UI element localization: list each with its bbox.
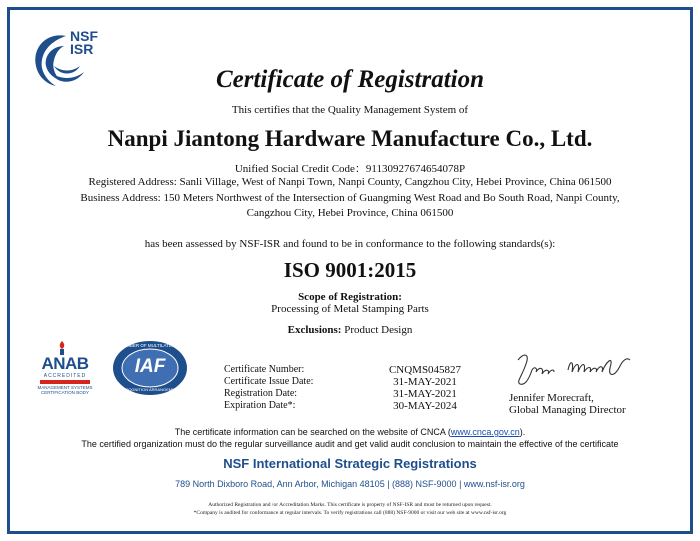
iaf-ring-bottom: RECOGNITION ARRANGEMENT [119, 387, 181, 392]
fine-print-line1: Authorized Registration and /or Accreditation Marks. This certificate is property of NSF-ISR and must be returned upon request. [208, 502, 492, 508]
expiration-date-label: Expiration Date*: [224, 400, 296, 411]
fine-print-line2: *Company is audited for conformance at regular intervals. To verify registrations call (888) NSF-9000 or visit our web site at www.nsf-isr.org [193, 510, 507, 516]
cnca-text-post: ). [519, 427, 526, 437]
standard-name: ISO 9001:2015 [283, 258, 417, 282]
cnca-link[interactable]: www.cnca.gov.cn [450, 427, 520, 437]
anab-accredited-text: ACCREDITED [43, 373, 87, 379]
scope-text: Processing of Metal Stamping Parts [271, 303, 429, 315]
anab-red-bar [40, 380, 90, 384]
assessed-text: has been assessed by NSF-ISR and found to be in conformance to the following standards(s): [144, 238, 556, 250]
anab-text: ANAB [41, 354, 89, 373]
registered-address: Registered Address: Sanli Village, West of Nanpi Town, Nanpi County, Cangzhou City, Hebei Province, China 061500 [88, 176, 612, 188]
cnca-text-pre: The certificate information can be searched on the website of CNCA ( [174, 427, 451, 437]
signer-title: Global Managing Director [509, 404, 626, 416]
business-address-line2: Cangzhou City, Hebei Province, China 061500 [246, 207, 454, 219]
registration-date: 31-MAY-2021 [393, 388, 457, 400]
certificate-title: Certificate of Registration [215, 66, 485, 93]
expiration-date: 30-MAY-2024 [393, 400, 457, 412]
anab-logo [32, 340, 104, 398]
credit-code: Unified Social Credit Code：91130927674654078P [234, 163, 466, 175]
anab-sub-line2: CERTIFICATION BODY [40, 390, 90, 395]
signer-name: Jennifer Morecraft, [509, 392, 594, 404]
exclusions-text: Product Design [344, 324, 413, 336]
certificate-number: CNQMS045827 [388, 364, 462, 376]
org-address: 789 North Dixboro Road, Ann Arbor, Michigan 48105 | (888) NSF-9000 | www.nsf-isr.org [175, 479, 525, 489]
org-name: NSF International Strategic Registrations [223, 456, 477, 471]
business-address-line1: Business Address: 150 Meters Northwest of the Intersection of Guangming West Road and Bo South Road, Nanpi County, [80, 192, 620, 204]
exclusions [0, 324, 700, 336]
anab-sub-text [32, 385, 98, 395]
signer-block [509, 392, 626, 416]
issue-date-label: Certificate Issue Date: [224, 376, 314, 387]
anab-sub-line1: MANAGEMENT SYSTEMS [37, 385, 93, 390]
company-name: Nanpi Jiantong Hardware Manufacture Co., Ltd. [107, 126, 593, 151]
iaf-text: IAF [134, 356, 166, 377]
scope-heading: Scope of Registration: [298, 291, 402, 303]
signature-image [510, 348, 640, 388]
iaf-ring-top: MEMBER OF MULTILATERAL [119, 343, 181, 348]
certificate-number-label: Certificate Number: [224, 364, 305, 375]
iaf-logo [112, 340, 188, 396]
exclusions-label: Exclusions: [287, 324, 342, 336]
logo-isr-text: ISR [70, 41, 94, 57]
certifies-text: This certifies that the Quality Management System of [231, 104, 469, 116]
surveillance-notice: The certified organization must do the regular surveillance audit and get valid audit conclusion to maintain the effective of the certificate [81, 439, 619, 449]
logo-nsf-text: NSF [70, 28, 98, 44]
issue-date: 31-MAY-2021 [393, 376, 457, 388]
registration-date-label: Registration Date: [224, 388, 298, 399]
cnca-notice [0, 427, 700, 437]
